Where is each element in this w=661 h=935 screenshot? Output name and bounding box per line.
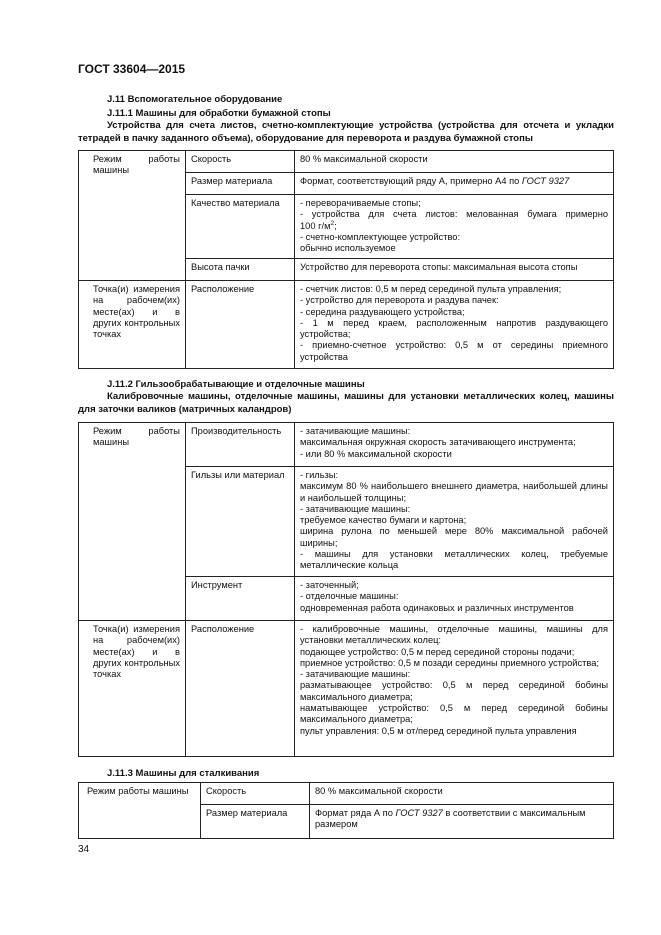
table-j113 [78, 782, 614, 839]
document-code: ГОСТ 33604—2015 [78, 62, 186, 76]
location-line: - калибровочные машины, отделочные машины, машины для установки металлических колец: [300, 624, 608, 646]
location-line: - затачивающие машины: [300, 669, 411, 680]
mode-label: Режим работы машины [79, 423, 186, 621]
tool-line: - отделочные машины: [300, 591, 399, 602]
productivity-line: - или 80 % максимальной скорости [300, 448, 452, 459]
quality-unit-end: ; [334, 220, 337, 231]
quality-line: - устройства для счета листов: мелованная бумага примерно [300, 209, 608, 220]
location-line: подающее устройство: 0,5 м перед серединой стороны подачи; [300, 646, 575, 657]
section-j111-subtitle: Устройства для счета листов, счетно-комплектующие устройства (устройства для отсчета и укладки тетрадей в пачку заданного объема), оборудование для переворота и раздува бумажной стопы [78, 120, 614, 144]
location-line: пульт управления: 0,5 м от/перед серединой пульта управления [300, 725, 577, 736]
table-j111 [78, 150, 614, 369]
location-key: Расположение [186, 281, 295, 369]
quality-line: - счетно-комплектующее устройство: [300, 231, 461, 242]
location-value [295, 621, 614, 757]
standard-reference: ГОСТ 9327 [521, 176, 570, 186]
quality-unit-exp: 2 [330, 219, 335, 227]
productivity-line: - затачивающие машины: [300, 426, 411, 436]
table-j112 [78, 422, 614, 757]
page-number: 34 [78, 844, 90, 855]
table-row [79, 151, 614, 173]
height-key: Высота пачки [186, 259, 295, 281]
size-value-text: в соответствии с максимальным размером [315, 808, 586, 830]
tool-line: одновременная работа одинаковых и различных инструментов [300, 602, 574, 613]
quality-line: обычно используемое [300, 243, 396, 254]
size-key: Размер материала [201, 805, 310, 839]
quality-line: - переворачиваемые стопы; [300, 198, 421, 208]
location-line: - счетчик листов: 0,5 м перед серединой пульта управления; [300, 284, 562, 294]
size-value-text: Формат ряда А по [315, 808, 396, 818]
section-j112-heading: J.11.2 Гильзообрабатывающие и отделочные машины [107, 379, 365, 390]
location-line: - приемно-счетное устройство: 0,5 м от середины приемного устройства [300, 340, 608, 362]
section-j113-heading: J.11.3 Машины для сталкивания [107, 768, 260, 779]
speed-key: Скорость [186, 151, 295, 173]
quality-value [295, 195, 614, 259]
size-value [310, 805, 614, 839]
productivity-line: максимальная окружная скорость затачивающего инструмента; [300, 437, 576, 448]
material-line: максимум 80 % наибольшего внешнего диаметра, наибольшей длины и наибольшей толщины; [300, 481, 608, 503]
material-line: - гильзы: [300, 470, 339, 480]
quality-line [300, 221, 608, 232]
location-line: - устройство для переворота и раздува пачек: [300, 295, 499, 306]
size-value [295, 173, 614, 195]
table-row [79, 423, 614, 467]
productivity-key: Производительность [186, 423, 295, 467]
points-label: Точка(и) измерения на рабочем(их) месте(ах) и в других контрольных точках [79, 621, 186, 757]
material-line: - затачивающие машины: [300, 503, 411, 514]
tool-line: - заточенный; [300, 580, 359, 590]
section-j11-heading: J.11 Вспомогательное оборудование [107, 94, 283, 105]
points-label: Точка(и) измерения на рабочем(их) месте(ах) и в других контрольных точках [79, 281, 186, 369]
height-value: Устройство для переворота стопы: максимальная высота стопы [295, 259, 614, 281]
quality-key: Качество материала [186, 195, 295, 259]
tool-value [295, 577, 614, 621]
productivity-value [295, 423, 614, 467]
speed-value: 80 % максимальной скорости [295, 151, 614, 173]
table-row [79, 783, 614, 805]
table-row [79, 281, 614, 369]
location-line: наматывающее устройство: 0,5 м перед серединой бобины максимального диаметра; [300, 703, 608, 725]
table-row [79, 621, 614, 757]
size-value-text: Формат, соответствующий ряду А, примерно А4 по [300, 176, 522, 186]
mode-label: Режим работы машины [79, 783, 201, 839]
tool-key: Инструмент [186, 577, 295, 621]
location-line: - 1 м перед краем, расположенным напротив раздувающего устройства; [300, 317, 608, 340]
location-key: Расположение [186, 621, 295, 757]
location-line: - середина раздувающего устройства; [300, 306, 465, 317]
size-key: Размер материала [186, 173, 295, 195]
material-value [295, 467, 614, 577]
quality-unit: 100 г/м [300, 220, 331, 231]
location-value [295, 281, 614, 369]
material-key: Гильзы или материал [186, 467, 295, 577]
material-line: ширина рулона по меньшей мере 80% максимальной рабочей ширины; [300, 526, 608, 548]
standard-reference: ГОСТ 9327 [395, 808, 443, 818]
location-line: приемное устройство: 0,5 м позади середины приемного устройства; [300, 657, 599, 668]
section-j112-subtitle: Калибровочные машины, отделочные машины, машины для установки металлических колец, машины для заточки валиков (матричных каландров) [78, 391, 614, 415]
material-line: требуемое качество бумаги и картона; [300, 515, 467, 526]
material-line: - машины для установки металлических колец, требуемые металлические кольца [300, 549, 608, 571]
speed-value: 80 % максимальной скорости [310, 783, 614, 805]
location-line: разматывающее устройство: 0,5 м перед серединой бобины максимального диаметра; [300, 680, 608, 702]
section-j111-heading: J.11.1 Машины для обработки бумажной стопы [107, 108, 331, 119]
speed-key: Скорость [201, 783, 310, 805]
mode-label: Режим работы машины [79, 151, 186, 281]
